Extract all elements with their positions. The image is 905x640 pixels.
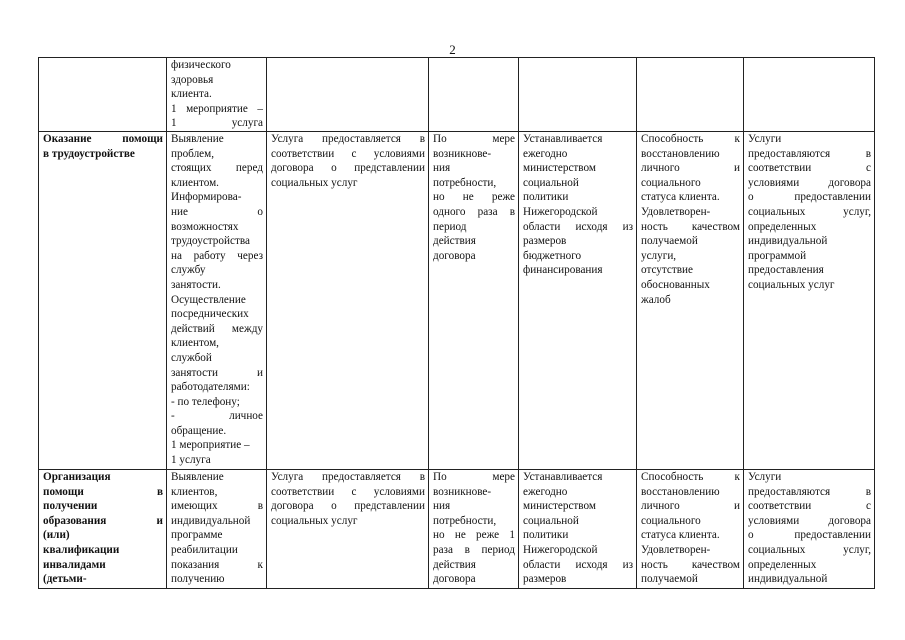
service-cost-cell bbox=[519, 132, 637, 470]
cell-text-line: Организация bbox=[43, 471, 111, 483]
cell-text-line: возникнове- bbox=[433, 485, 492, 498]
cell-text-line: соответствии с условиями bbox=[271, 485, 425, 498]
cell-text-line: восстановлению bbox=[641, 485, 720, 498]
cell-text-line: предоставляются в bbox=[748, 147, 871, 160]
cell-text-line: ние о bbox=[171, 205, 263, 218]
cell-text-line: соответствии с bbox=[748, 500, 871, 513]
cell-text-line: договора bbox=[433, 249, 476, 262]
cell-text-line: политики bbox=[523, 529, 569, 542]
table-row bbox=[39, 58, 875, 132]
cell-text-line: потребности, bbox=[433, 514, 497, 527]
cell-text-line: индивидуальной bbox=[171, 514, 251, 527]
cell-text-line: посреднических bbox=[171, 308, 249, 321]
cell-text-line: ежегодно bbox=[523, 485, 568, 498]
cell-text-line: - личное bbox=[171, 410, 263, 423]
cell-text-line: квалификации bbox=[43, 543, 120, 556]
cell-text-line: трудоустройства bbox=[171, 235, 250, 248]
cell-text-line: клиентом, bbox=[171, 337, 219, 350]
cell-text-line: министерством bbox=[523, 500, 596, 513]
service-name-cell bbox=[39, 132, 167, 470]
service-cost-cell bbox=[519, 470, 637, 589]
cell-text-line: статуса клиента. bbox=[641, 191, 720, 204]
cell-text-line: обращение. bbox=[171, 424, 227, 437]
cell-text-line: о предоставлении bbox=[748, 529, 871, 542]
cell-text-line: Осуществление bbox=[171, 293, 246, 306]
cell-text-line: социальной bbox=[523, 514, 579, 527]
cell-text-line: социальных услуг bbox=[271, 176, 358, 189]
cell-text-line: социальных услуг bbox=[748, 278, 835, 291]
cell-text-line: помощи в bbox=[43, 485, 163, 498]
service-conditions-cell bbox=[267, 470, 429, 589]
cell-text-line: Способность к bbox=[641, 133, 740, 145]
cell-text-line: Услуга предоставляется в bbox=[271, 471, 425, 483]
cell-text-line: социальных услуг bbox=[271, 514, 358, 527]
cell-text-line: финансирования bbox=[523, 264, 603, 277]
page-number: 2 bbox=[449, 42, 456, 57]
cell-text-line: стоящих перед bbox=[171, 162, 263, 175]
cell-text-line: Способность к bbox=[641, 471, 740, 483]
service-result-cell bbox=[637, 470, 744, 589]
cell-text-line: 1 услуга bbox=[171, 117, 263, 130]
cell-text-line: клиента. bbox=[171, 88, 212, 101]
cell-text-line: индивидуальной bbox=[748, 573, 828, 586]
cell-text-line: социальных услуг, bbox=[748, 205, 871, 218]
cell-text-line: - по телефону; bbox=[171, 395, 240, 408]
cell-text-line: обоснованных bbox=[641, 278, 710, 291]
cell-text-line: имеющих в bbox=[171, 500, 263, 513]
cell-text-line: действий между bbox=[171, 322, 263, 335]
cell-text-line: По мере bbox=[433, 471, 515, 483]
cell-text-line: занятости и bbox=[171, 366, 263, 379]
cell-text-line: возникнове- bbox=[433, 147, 492, 160]
service-activity-cell bbox=[167, 470, 267, 589]
service-activity-cell bbox=[167, 58, 267, 132]
cell-text-line: службой bbox=[171, 351, 212, 364]
service-result-cell bbox=[637, 58, 744, 132]
cell-text-line: Услуги bbox=[748, 133, 782, 145]
cell-text-line: занятости. bbox=[171, 278, 221, 291]
cell-text-line: получении bbox=[43, 500, 98, 513]
cell-text-line: соответствии с условиями bbox=[271, 147, 425, 160]
cell-text-line: получению bbox=[171, 573, 225, 586]
cell-text-line: Удовлетворен- bbox=[641, 205, 711, 218]
cell-text-line: программе bbox=[171, 529, 223, 542]
cell-text-line: личного и bbox=[641, 500, 740, 513]
cell-text-line: предоставляются в bbox=[748, 485, 871, 498]
cell-text-line: клиентом. bbox=[171, 176, 219, 189]
cell-text-line: физического bbox=[171, 59, 231, 71]
cell-text-line: области исходя из bbox=[523, 220, 633, 233]
cell-text-line: здоровья bbox=[171, 73, 214, 86]
service-cost-cell bbox=[519, 58, 637, 132]
service-provision-cell bbox=[744, 470, 875, 589]
cell-text-line: определенных bbox=[748, 558, 817, 571]
services-table bbox=[38, 57, 875, 589]
cell-text-line: Нижегородской bbox=[523, 543, 598, 556]
cell-text-line: действия bbox=[433, 558, 476, 571]
cell-text-line: статуса клиента. bbox=[641, 529, 720, 542]
cell-text-line: инвалидами bbox=[43, 558, 106, 571]
cell-text-line: социального bbox=[641, 176, 701, 189]
cell-text-line: реабилитации bbox=[171, 543, 238, 556]
cell-text-line: договора о представлении bbox=[271, 500, 425, 513]
table-row bbox=[39, 132, 875, 470]
cell-text-line: Услуги bbox=[748, 471, 782, 483]
cell-text-line: о предоставлении bbox=[748, 191, 871, 204]
cell-text-line: Устанавливается bbox=[523, 471, 603, 483]
table-row bbox=[39, 470, 875, 589]
cell-text-line: (детьми- bbox=[43, 573, 87, 586]
service-provision-cell bbox=[744, 58, 875, 132]
cell-text-line: договора bbox=[433, 573, 476, 586]
cell-text-line: размеров bbox=[523, 573, 567, 586]
cell-text-line: одного раза в bbox=[433, 205, 515, 218]
cell-text-line: Выявление bbox=[171, 471, 224, 483]
cell-text-line: получаемой bbox=[641, 235, 698, 248]
cell-text-line: (или) bbox=[43, 529, 70, 542]
service-conditions-cell bbox=[267, 58, 429, 132]
cell-text-line: раза в период bbox=[433, 543, 515, 556]
cell-text-line: личного и bbox=[641, 162, 740, 175]
cell-text-line: службу bbox=[171, 264, 206, 277]
cell-text-line: Информирова- bbox=[171, 191, 242, 204]
cell-text-line: Услуга предоставляется в bbox=[271, 133, 425, 145]
cell-text-line: 1 мероприятие – bbox=[171, 102, 263, 115]
cell-text-line: проблем, bbox=[171, 147, 215, 160]
cell-text-line: ния bbox=[433, 162, 451, 175]
cell-text-line: отсутствие bbox=[641, 264, 693, 277]
service-frequency-cell bbox=[429, 132, 519, 470]
cell-text-line: социальных услуг, bbox=[748, 543, 871, 556]
cell-text-line: предоставления bbox=[748, 264, 824, 277]
cell-text-line: 1 услуга bbox=[171, 454, 211, 467]
cell-text-line: бюджетного bbox=[523, 249, 582, 262]
service-activity-cell bbox=[167, 132, 267, 470]
cell-text-line: По мере bbox=[433, 133, 515, 145]
cell-text-line: Нижегородской bbox=[523, 205, 598, 218]
cell-text-line: клиентов, bbox=[171, 485, 218, 498]
cell-text-line: размеров bbox=[523, 235, 567, 248]
cell-text-line: министерством bbox=[523, 162, 596, 175]
cell-text-line: период bbox=[433, 220, 467, 233]
cell-text-line: определенных bbox=[748, 220, 817, 233]
cell-text-line: возможностях bbox=[171, 220, 239, 233]
service-result-cell bbox=[637, 132, 744, 470]
service-frequency-cell bbox=[429, 58, 519, 132]
cell-text-line: Удовлетворен- bbox=[641, 543, 711, 556]
cell-text-line: на работу через bbox=[171, 249, 263, 262]
cell-text-line: Выявление bbox=[171, 133, 224, 145]
cell-text-line: области исходя из bbox=[523, 558, 633, 571]
cell-text-line: 1 мероприятие – bbox=[171, 439, 250, 452]
cell-text-line: жалоб bbox=[641, 293, 671, 306]
cell-text-line: в трудоустройстве bbox=[43, 147, 135, 160]
service-provision-cell bbox=[744, 132, 875, 470]
cell-text-line: работодателями: bbox=[171, 381, 250, 394]
cell-text-line: потребности, bbox=[433, 176, 497, 189]
cell-text-line: но не реже bbox=[433, 191, 515, 204]
cell-text-line: социальной bbox=[523, 176, 579, 189]
cell-text-line: ность качеством bbox=[641, 558, 740, 571]
service-conditions-cell bbox=[267, 132, 429, 470]
service-frequency-cell bbox=[429, 470, 519, 589]
cell-text-line: договора о представлении bbox=[271, 162, 425, 175]
cell-text-line: получаемой bbox=[641, 573, 698, 586]
cell-text-line: Устанавливается bbox=[523, 133, 603, 145]
cell-text-line: социального bbox=[641, 514, 701, 527]
cell-text-line: соответствии с bbox=[748, 162, 871, 175]
cell-text-line: действия bbox=[433, 235, 476, 248]
cell-text-line: образования и bbox=[43, 514, 163, 527]
cell-text-line: ния bbox=[433, 500, 451, 513]
cell-text-line: но не реже 1 bbox=[433, 529, 515, 542]
cell-text-line: ежегодно bbox=[523, 147, 568, 160]
service-name-cell bbox=[39, 470, 167, 589]
cell-text-line: показания к bbox=[171, 558, 263, 571]
cell-text-line: восстановлению bbox=[641, 147, 720, 160]
cell-text-line: индивидуальной bbox=[748, 235, 828, 248]
service-name-cell bbox=[39, 58, 167, 132]
cell-text-line: программой bbox=[748, 249, 807, 262]
cell-text-line: ность качеством bbox=[641, 220, 740, 233]
cell-text-line: политики bbox=[523, 191, 569, 204]
cell-text-line: Оказание помощи bbox=[43, 133, 163, 145]
cell-text-line: условиями договора bbox=[748, 176, 871, 189]
cell-text-line: условиями договора bbox=[748, 514, 871, 527]
cell-text-line: услуги, bbox=[641, 249, 677, 262]
